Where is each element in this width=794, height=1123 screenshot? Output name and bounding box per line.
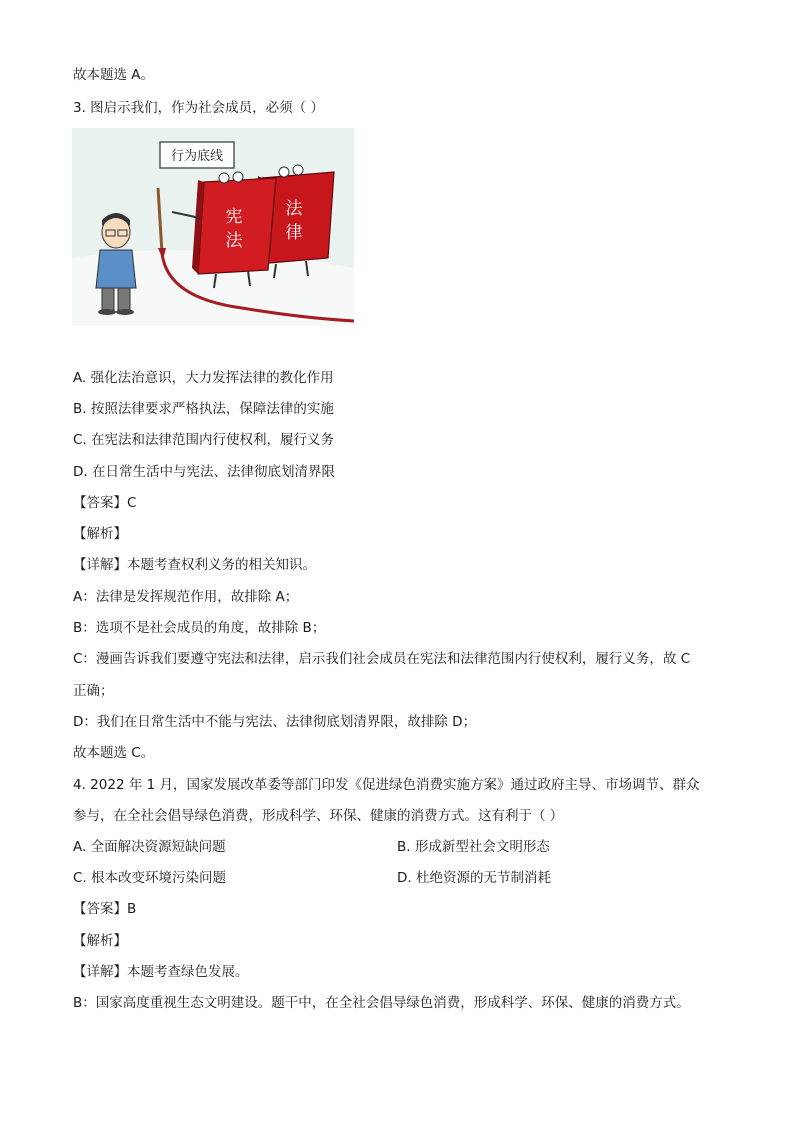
svg-text:法: 法 <box>285 199 303 219</box>
question-3-option-b: B. 按照法律要求严格执法，保障法律的实施 <box>73 401 334 417</box>
question-3-option-d: D. 在日常生活中与宪法、法律彻底划清界限 <box>73 464 335 480</box>
svg-text:宪: 宪 <box>225 207 243 227</box>
question-4-answer: 【答案】B <box>73 901 137 917</box>
question-3-conclusion: 故本题选 C。 <box>73 745 155 761</box>
question-3-explain-c-cont: 正确； <box>73 683 114 699</box>
text-line: 故本题选 A。 <box>73 67 155 83</box>
question-3-analysis-heading: 【解析】 <box>73 526 127 542</box>
question-4-option-a: A. 全面解决资源短缺问题 <box>73 839 226 855</box>
svg-text:行为底线: 行为底线 <box>170 149 224 164</box>
question-3-explain-b: B：选项不是社会成员的角度，故排除 B； <box>73 620 326 636</box>
question-4-option-c: C. 根本改变环境污染问题 <box>73 870 227 886</box>
cartoon-illustration <box>72 128 354 326</box>
question-4-explain-b: B：国家高度重视生态文明建设。题干中，在全社会倡导绿色消费，形成科学、环保、健康的消费方式。 <box>73 995 690 1011</box>
question-3-option-c: C. 在宪法和法律范围内行使权利，履行义务 <box>73 432 335 448</box>
question-3-answer: 【答案】C <box>73 495 137 511</box>
svg-text:律: 律 <box>285 223 303 243</box>
question-4-option-b: B. 形成新型社会文明形态 <box>397 839 550 855</box>
question-3-explain-a: A：法律是发挥规范作用，故排除 A； <box>73 589 299 605</box>
question-3-explain-d: D：我们在日常生活中不能与宪法、法律彻底划清界限，故排除 D； <box>73 714 477 730</box>
sign-board <box>160 142 234 168</box>
question-3-stem: 3. 图启示我们，作为社会成员，必须（ ） <box>73 100 324 116</box>
question-3-explain-c: C：漫画告诉我们要遵守宪法和法律，启示我们社会成员在宪法和法律范围内行使权利，履行义务，故 C <box>73 651 691 667</box>
question-3-detail: 【详解】本题考查权利义务的相关知识。 <box>73 557 316 573</box>
question-4-detail: 【详解】本题考查绿色发展。 <box>73 964 249 980</box>
svg-text:法: 法 <box>225 231 243 251</box>
question-4-stem: 4. 2022 年 1 月，国家发展改革委等部门印发《促进绿色消费实施方案》通过政府主导、市场调节、群众 <box>73 777 700 793</box>
question-4-analysis-heading: 【解析】 <box>73 933 127 949</box>
question-4-stem-cont: 参与，在全社会倡导绿色消费，形成科学、环保、健康的消费方式。这有利于（ ） <box>73 808 564 824</box>
question-4-option-d: D. 杜绝资源的无节制消耗 <box>397 870 551 886</box>
question-3-option-a: A. 强化法治意识，大力发挥法律的教化作用 <box>73 370 334 386</box>
